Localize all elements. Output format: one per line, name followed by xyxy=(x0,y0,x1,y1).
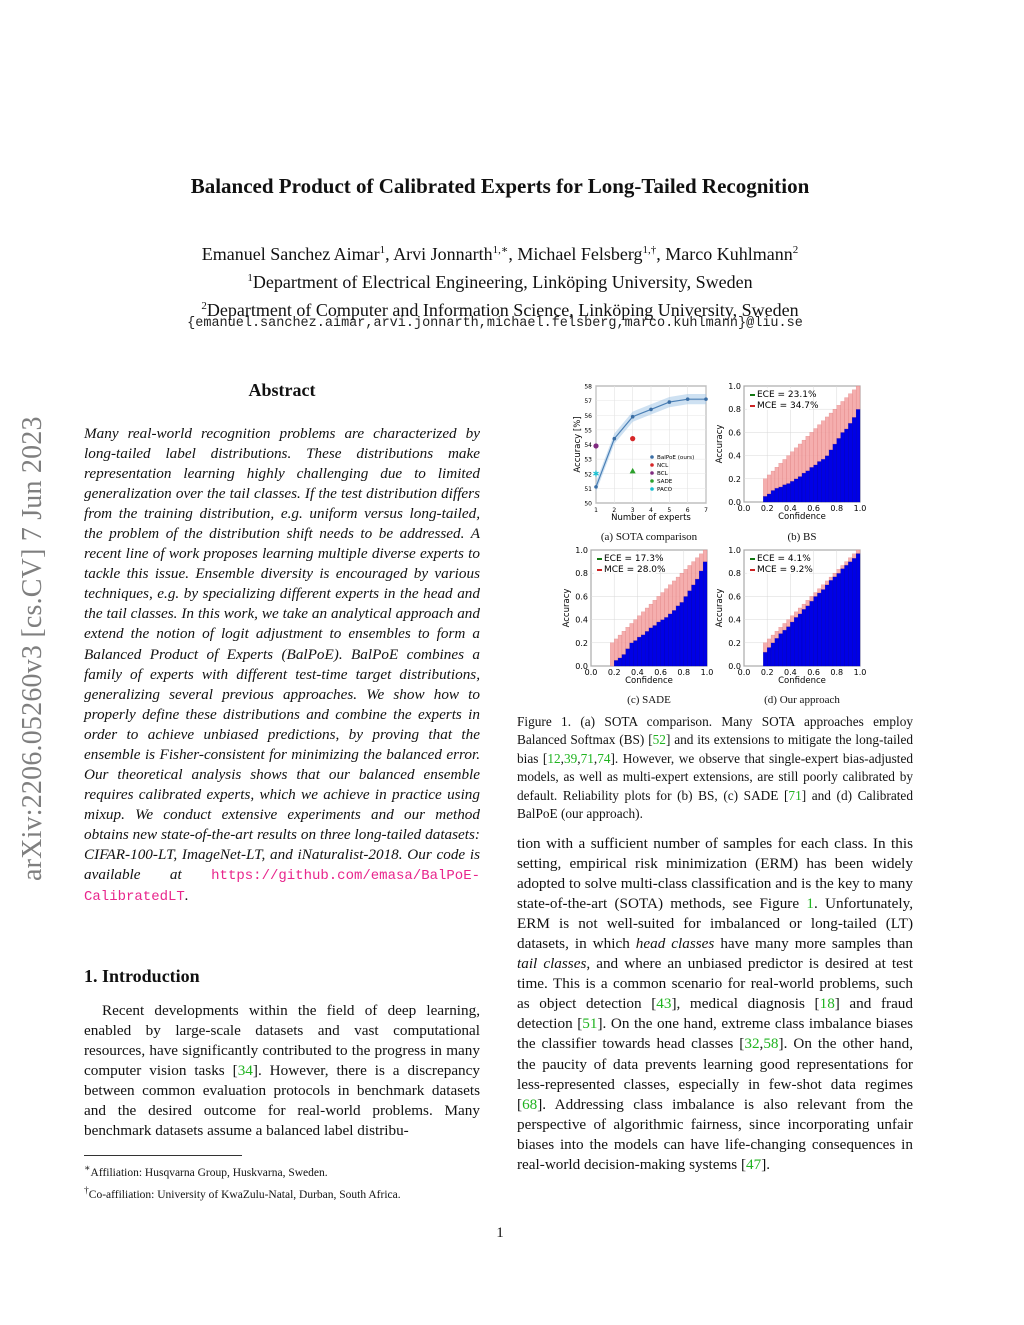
gap-bar xyxy=(661,593,665,620)
gap-bar xyxy=(829,577,833,580)
x-tick-label: 0.8 xyxy=(830,504,844,513)
x-tick-label: 1.0 xyxy=(853,504,867,513)
accuracy-bar xyxy=(848,562,852,666)
gap-bar xyxy=(634,620,638,641)
y-tick-label: 0.4 xyxy=(728,451,741,461)
y-tick-label: 0.4 xyxy=(575,615,588,625)
citation-link[interactable]: 12 xyxy=(547,750,561,766)
citation-link[interactable]: 71 xyxy=(788,787,802,803)
x-axis-label: Number of experts xyxy=(611,513,691,523)
accuracy-bar xyxy=(825,585,829,666)
gap-bar xyxy=(767,475,771,494)
gap-bar xyxy=(825,417,829,456)
intro-paragraph-continued: tion with a sufficient number of samples for each class. In this setting, empirical risk minimization (ERM) has been widely adopted to solve multi-class classification and is the key to many state-of-the-art (SOTA) methods, see Figure 1. Unfortunately, ERM is not well-suited for imbalanced or long-tailed (LT) datasets, in which head classes have many more samples than tail classes, and where an unbiased predictor is desired at test time. This is a common scenario for real-world problems, such as object detection [43], medical diagnosis [18] and fraud detection [51]. On the one hand, extreme class imbalance biases the classifier towards head classes [32,58]. On the other hand, the paucity of data prevents learning good representations for less-represented classes, especially in few-shot data regimes [68]. Addressing class imbalance is also relevant from the perspective of algorithmic fairness, since incorporating unfair biases into the models can have life-changing consequences in real-world decision-making systems [47]. xyxy=(517,835,913,1173)
x-tick-label: 0.4 xyxy=(784,504,797,513)
accuracy-bar xyxy=(668,614,672,666)
gap-bar xyxy=(802,440,806,473)
accuracy-bar xyxy=(771,643,775,666)
accuracy-bar xyxy=(695,579,699,666)
accuracy-bar xyxy=(841,432,845,502)
accuracy-bar xyxy=(699,571,703,666)
x-axis-label: Confidence xyxy=(778,676,826,686)
gap-bar xyxy=(817,589,821,593)
abstract-text: Many real-world recognition problems are characterized by long-tailed label distributions. These distributions make representation learning highly challenging due to limited generalization over the tail classes. If the test distribution differs from the training distribution, e.g. uniform versus long-tailed, the problem of the distribution shift needs to be addressed. A recent line of work proposes learning multiple diverse experts to tackle this issue. Ensemble diversity is encouraged by various techniques, e.g. by specializing different experts in the head and the tail classes. In this work, we take an analytical approach and extend the notion of logit adjustment to ensembles to form a Balanced Product of Experts (BalPoE). BalPoE combines a family of experts with different test-time target distributions, generalizing several previous approaches. We show how to properly define these distributions and combine the experts in order to achieve unbiased predictions, by proving that the ensemble is Fisher-consistent for minimizing the balanced error. Our theoretical analysis shows that our balanced ensemble requires calibrated experts, which we achieve in practice using mixup. We conduct extensive experiments and our method obtains new state-of-the-art results on three long-tailed datasets: CIFAR-100-LT, ImageNet-LT, and iNaturalist-2018. Our code is available at https://github.com/emasa/BalPoE-CalibratedLT. xyxy=(84,425,480,906)
accuracy-bar xyxy=(833,577,837,666)
legend-label: BalPoE (ours) xyxy=(657,455,695,461)
y-tick-label: 51 xyxy=(584,485,592,493)
data-point-balpoe xyxy=(594,485,598,489)
gap-bar xyxy=(841,401,845,432)
x-tick-label: 0.0 xyxy=(737,668,751,677)
accuracy-bar xyxy=(692,585,696,666)
accuracy-bar xyxy=(802,473,806,502)
x-tick-label: 0.0 xyxy=(584,668,598,677)
data-point-ncl xyxy=(630,436,635,441)
gap-bar xyxy=(664,589,668,618)
accuracy-bar xyxy=(837,438,841,502)
accuracy-bar xyxy=(810,601,814,666)
accuracy-bar xyxy=(845,565,849,666)
gap-bar xyxy=(856,550,860,553)
x-tick-label: 3 xyxy=(630,507,635,514)
gap-bar xyxy=(767,639,771,648)
accuracy-bar xyxy=(806,471,810,502)
x-tick-label: 5 xyxy=(667,507,672,514)
accuracy-bar xyxy=(852,558,856,666)
y-tick-label: 0.6 xyxy=(728,592,741,602)
accuracy-bar xyxy=(775,488,779,502)
accuracy-bar xyxy=(856,553,860,666)
author-2: Arvi Jonnarth xyxy=(393,244,493,264)
accuracy-bar xyxy=(798,476,802,502)
accuracy-bar xyxy=(664,617,668,666)
gap-bar xyxy=(645,608,649,631)
gap-bar xyxy=(695,558,699,579)
x-tick-label: 6 xyxy=(685,507,690,514)
gap-bar xyxy=(821,421,825,459)
gap-bar xyxy=(814,429,818,465)
accuracy-bar xyxy=(688,591,692,666)
accuracy-bar xyxy=(626,649,630,666)
accuracy-bar xyxy=(641,635,645,666)
y-tick-label: 1.0 xyxy=(728,382,741,391)
y-tick-label: 53 xyxy=(584,456,592,464)
x-tick-label: 1.0 xyxy=(700,668,714,677)
accuracy-bar xyxy=(821,589,825,666)
legend-marker xyxy=(650,487,654,491)
accuracy-bar xyxy=(653,625,657,666)
citation-link[interactable]: 71 xyxy=(580,750,594,766)
y-tick-label: 52 xyxy=(584,471,592,479)
gap-bar xyxy=(622,631,626,654)
data-point-bcl xyxy=(593,443,598,448)
gap-bar xyxy=(779,627,783,633)
gap-bar xyxy=(833,573,837,576)
accuracy-bar xyxy=(821,459,825,502)
gap-bar xyxy=(814,593,818,597)
citation-link[interactable]: 52 xyxy=(652,732,666,748)
data-point-balpoe xyxy=(613,437,617,441)
gap-bar xyxy=(802,604,806,609)
accuracy-bar xyxy=(817,593,821,666)
x-tick-label: 0.2 xyxy=(607,668,621,677)
gap-bar xyxy=(856,386,860,409)
y-tick-label: 0.2 xyxy=(728,638,741,648)
accuracy-bar xyxy=(657,622,661,666)
citation-link[interactable]: 18 xyxy=(819,995,835,1013)
x-axis-label: Confidence xyxy=(778,512,826,522)
x-tick-label: 7 xyxy=(704,507,708,514)
gap-bar xyxy=(787,620,791,627)
ece-label: ECE = 17.3% xyxy=(604,554,664,564)
gap-bar xyxy=(668,585,672,614)
gap-bar xyxy=(783,623,787,630)
figure-caption: Figure 1. (a) SOTA comparison. Many SOTA approaches employ Balanced Softmax (BS) [52] and its extensions to mitigate the long-tailed bias [12,39,71,74]. However, we observe that single-expert bias-adjusted models, as well as multi-expert extensions, are still poorly calibrated by default. Reliability plots for (b) BS, (c) SADE [71] and (d) Calibrated BalPoE (our approach). xyxy=(517,714,914,822)
gap-bar xyxy=(699,554,703,571)
accuracy-bar xyxy=(802,609,806,666)
y-tick-label: 0.2 xyxy=(728,474,741,484)
accuracy-bar xyxy=(775,638,779,666)
gap-bar xyxy=(630,623,634,642)
author-4: Marco Kuhlmann xyxy=(665,244,793,264)
x-tick-label: 0.6 xyxy=(807,668,820,677)
author-emails: {emanuel.sanchez.aimar,arvi.jonnarth,michael.felsberg,marco.kuhlmann}@liu.se xyxy=(187,316,803,331)
x-tick-label: 0.6 xyxy=(654,668,667,677)
footnote-1: ∗Affiliation: Husqvarna Group, Huskvarna, Sweden. xyxy=(84,1163,328,1179)
y-tick-label: 1.0 xyxy=(575,546,588,555)
subfigure-caption: (a) SOTA comparison xyxy=(600,531,698,543)
accuracy-bar xyxy=(637,637,641,666)
accuracy-bar xyxy=(783,630,787,666)
y-axis-label: Accuracy xyxy=(715,588,725,628)
legend-label: NCL xyxy=(657,463,669,469)
arxiv-identifier[interactable]: arXiv:2206.05260v3 [cs.CV] 7 Jun 2023 xyxy=(17,416,48,882)
accuracy-bar xyxy=(767,647,771,666)
y-axis-label: Accuracy xyxy=(715,424,725,464)
gap-bar xyxy=(610,643,614,666)
legend-marker xyxy=(650,479,654,483)
x-axis-label: Confidence xyxy=(625,676,673,686)
accuracy-bar xyxy=(798,614,802,666)
citation-link[interactable]: 39 xyxy=(563,750,578,766)
subfigure-caption: (b) BS xyxy=(787,531,817,543)
accuracy-bar xyxy=(829,450,833,502)
gap-bar xyxy=(794,448,798,479)
abstract-heading: Abstract xyxy=(248,380,316,400)
x-tick-label: 0.0 xyxy=(737,504,751,513)
accuracy-bar xyxy=(783,485,787,502)
y-tick-label: 0.4 xyxy=(728,615,741,625)
data-point-balpoe xyxy=(686,397,690,401)
author-1: Emanuel Sanchez Aimar xyxy=(201,244,380,264)
citation-link[interactable]: 47 xyxy=(746,1155,762,1173)
accuracy-bar xyxy=(680,602,684,666)
gap-bar xyxy=(790,452,794,481)
gap-bar xyxy=(794,612,798,617)
author-line: Emanuel Sanchez Aimar$^1$, Arvi Jonnarth$^{1,∗}$, Michael Felsberg$^{1,\dagger}$, Marco Kuhlmann$^2$ xyxy=(201,244,799,264)
accuracy-bar xyxy=(614,660,618,666)
data-point-paco: ✱ xyxy=(592,469,600,479)
accuracy-bar xyxy=(810,467,814,502)
gap-bar xyxy=(829,413,833,450)
gap-bar xyxy=(641,612,645,635)
x-tick-label: 0.2 xyxy=(760,668,774,677)
y-axis-label: Accuracy xyxy=(562,588,572,628)
gap-bar xyxy=(637,616,641,637)
y-tick-label: 0.2 xyxy=(575,638,588,648)
accuracy-bar xyxy=(825,456,829,502)
figure-link[interactable]: 1 xyxy=(806,895,814,913)
accuracy-bar xyxy=(684,596,688,666)
y-tick-label: 0.8 xyxy=(728,405,741,415)
gap-bar xyxy=(848,394,852,423)
gap-bar xyxy=(703,550,707,562)
x-tick-label: 2 xyxy=(612,507,617,514)
accuracy-bar xyxy=(771,490,775,502)
gap-bar xyxy=(783,459,787,484)
x-tick-label: 0.6 xyxy=(807,504,820,513)
accuracy-bar xyxy=(676,606,680,666)
gap-bar xyxy=(852,390,856,417)
citation-link[interactable]: 68 xyxy=(522,1095,538,1113)
y-tick-label: 0.0 xyxy=(575,662,588,671)
author-3: Michael Felsberg xyxy=(517,244,643,264)
gap-bar xyxy=(688,565,692,590)
x-tick-label: 4 xyxy=(649,507,653,514)
y-tick-label: 0.8 xyxy=(728,569,741,579)
gap-bar xyxy=(825,581,829,585)
footnotes xyxy=(84,1160,484,1204)
gap-bar xyxy=(833,409,837,444)
y-tick-label: 0.0 xyxy=(728,498,741,507)
gap-bar xyxy=(657,596,661,622)
gap-bar xyxy=(806,436,810,470)
figure-1 xyxy=(560,380,900,710)
citation-link[interactable]: 74 xyxy=(597,750,611,766)
legend-marker xyxy=(650,455,654,459)
x-tick-label: 0.2 xyxy=(760,504,774,513)
y-tick-label: 54 xyxy=(584,442,592,449)
y-tick-label: 0.8 xyxy=(575,569,588,579)
subfigure-caption: (c) SADE xyxy=(627,694,671,706)
citation-link[interactable]: 34 xyxy=(237,1062,253,1080)
accuracy-bar xyxy=(841,569,845,666)
gap-bar xyxy=(779,463,783,487)
gap-bar xyxy=(845,398,849,429)
x-tick-label: 0.8 xyxy=(677,668,691,677)
affiliation-1: $^1$Department of Electrical Engineering, Linköping University, Sweden xyxy=(247,272,753,292)
legend-label: PACO xyxy=(657,487,673,493)
accuracy-bar xyxy=(814,596,818,666)
gap-bar xyxy=(692,562,696,585)
gap-bar xyxy=(787,456,791,484)
legend-marker xyxy=(650,471,654,475)
y-tick-label: 1.0 xyxy=(728,546,741,555)
gap-bar xyxy=(845,562,849,565)
accuracy-bar xyxy=(779,634,783,666)
legend-marker xyxy=(650,463,654,467)
subfigure-caption: (d) Our approach xyxy=(764,694,840,706)
x-tick-label: 1.0 xyxy=(853,668,867,677)
accuracy-bar xyxy=(856,409,860,502)
gap-bar xyxy=(775,467,779,488)
gap-bar xyxy=(806,600,810,605)
accuracy-bar xyxy=(767,494,771,502)
y-tick-label: 56 xyxy=(584,412,592,420)
citation-link[interactable]: 58 xyxy=(763,1035,779,1053)
ece-label: ECE = 23.1% xyxy=(757,390,817,400)
gap-bar xyxy=(626,627,630,648)
citation-link[interactable]: 32 xyxy=(744,1035,760,1053)
x-tick-label: 1 xyxy=(594,507,598,514)
gap-bar xyxy=(837,569,841,573)
accuracy-bar xyxy=(790,622,794,666)
gap-bar xyxy=(653,600,657,625)
gap-bar xyxy=(771,635,775,643)
citation-link[interactable]: 51 xyxy=(582,1015,598,1033)
gap-bar xyxy=(676,577,680,606)
y-tick-label: 57 xyxy=(584,398,592,406)
gap-bar xyxy=(837,405,841,438)
accuracy-bar xyxy=(787,627,791,666)
gap-bar xyxy=(614,639,618,660)
gap-bar xyxy=(798,444,802,476)
gap-bar xyxy=(775,631,779,638)
mce-label: MCE = 9.2% xyxy=(757,565,813,575)
legend-label: BCL xyxy=(657,471,668,477)
mce-label: MCE = 34.7% xyxy=(757,401,819,411)
gap-bar xyxy=(618,635,622,658)
accuracy-bar xyxy=(645,631,649,666)
accuracy-bar xyxy=(661,620,665,666)
accuracy-bar xyxy=(634,640,638,666)
gap-bar xyxy=(852,554,856,558)
data-point-balpoe xyxy=(704,397,708,401)
accuracy-bar xyxy=(787,483,791,502)
accuracy-bar xyxy=(630,643,634,666)
gap-bar xyxy=(810,432,814,467)
data-point-balpoe xyxy=(668,400,672,404)
accuracy-bar xyxy=(814,465,818,502)
accuracy-bar xyxy=(622,654,626,666)
accuracy-bar xyxy=(845,429,849,502)
x-tick-label: 0.4 xyxy=(631,668,644,677)
ece-label: ECE = 4.1% xyxy=(757,554,811,564)
accuracy-bar xyxy=(790,481,794,502)
data-point-balpoe xyxy=(649,408,653,412)
y-tick-label: 0.6 xyxy=(575,592,588,602)
gap-bar xyxy=(848,558,852,562)
y-axis-label: Accuracy [%] xyxy=(573,416,583,473)
section-heading-introduction: 1. Introduction xyxy=(84,966,200,986)
accuracy-bar xyxy=(649,628,653,666)
accuracy-bar xyxy=(779,487,783,502)
accuracy-bar xyxy=(829,580,833,666)
accuracy-bar xyxy=(852,417,856,502)
gap-bar xyxy=(672,581,676,610)
gap-bar xyxy=(771,471,775,490)
y-tick-label: 50 xyxy=(584,500,592,508)
accuracy-bar xyxy=(794,479,798,502)
code-link[interactable]: https://github.com/emasa/BalPoE-CalibratedLT xyxy=(84,868,480,906)
intro-paragraph: Recent developments within the field of deep learning, enabled by large-scale datasets and vast computational resources, have significantly contributed to the progress in many computer vision tasks [34]. However, there is a discrepancy between common evaluation protocols in benchmark datasets and the desired outcome for real-world problems. Many benchmark datasets assume a balanced label distribu- xyxy=(84,1002,480,1140)
x-tick-label: 0.4 xyxy=(784,668,797,677)
gap-bar xyxy=(810,596,814,601)
gap-bar xyxy=(798,608,802,614)
accuracy-bar xyxy=(794,617,798,666)
legend-label: SADE xyxy=(657,479,673,485)
y-tick-label: 58 xyxy=(584,383,592,391)
y-tick-label: 0.0 xyxy=(728,662,741,671)
accuracy-bar xyxy=(618,658,622,666)
citation-link[interactable]: 43 xyxy=(656,995,672,1013)
author-block xyxy=(0,238,1000,322)
gap-bar xyxy=(790,616,794,622)
accuracy-bar xyxy=(672,610,676,666)
gap-bar xyxy=(649,604,653,628)
accuracy-bar xyxy=(848,423,852,502)
data-point-balpoe xyxy=(631,415,635,419)
gap-bar xyxy=(841,565,845,568)
accuracy-bar xyxy=(703,562,707,666)
gap-bar xyxy=(817,425,821,462)
mce-label: MCE = 28.0% xyxy=(604,565,666,575)
accuracy-bar xyxy=(763,496,767,502)
accuracy-bar xyxy=(833,444,837,502)
page-number: 1 xyxy=(496,1225,504,1241)
accuracy-bar xyxy=(837,573,841,666)
gap-bar xyxy=(763,643,767,652)
x-tick-label: 0.8 xyxy=(830,668,844,677)
gap-bar xyxy=(821,585,825,590)
accuracy-bar xyxy=(817,461,821,502)
gap-bar xyxy=(680,573,684,602)
footnote-divider xyxy=(84,1155,242,1156)
footnote-2: †Co-affiliation: University of KwaZulu-Natal, Durban, South Africa. xyxy=(84,1184,401,1201)
y-tick-label: 0.6 xyxy=(728,428,741,438)
gap-bar xyxy=(684,569,688,596)
accuracy-bar xyxy=(806,606,810,666)
accuracy-bar xyxy=(763,652,767,666)
paper-title: Balanced Product of Calibrated Experts for Long-Tailed Recognition xyxy=(190,174,810,198)
gap-bar xyxy=(763,479,767,496)
affiliation-2: $^2$Department of Computer and Information Science, Linköping University, Sweden xyxy=(201,300,799,320)
y-tick-label: 55 xyxy=(584,427,592,435)
